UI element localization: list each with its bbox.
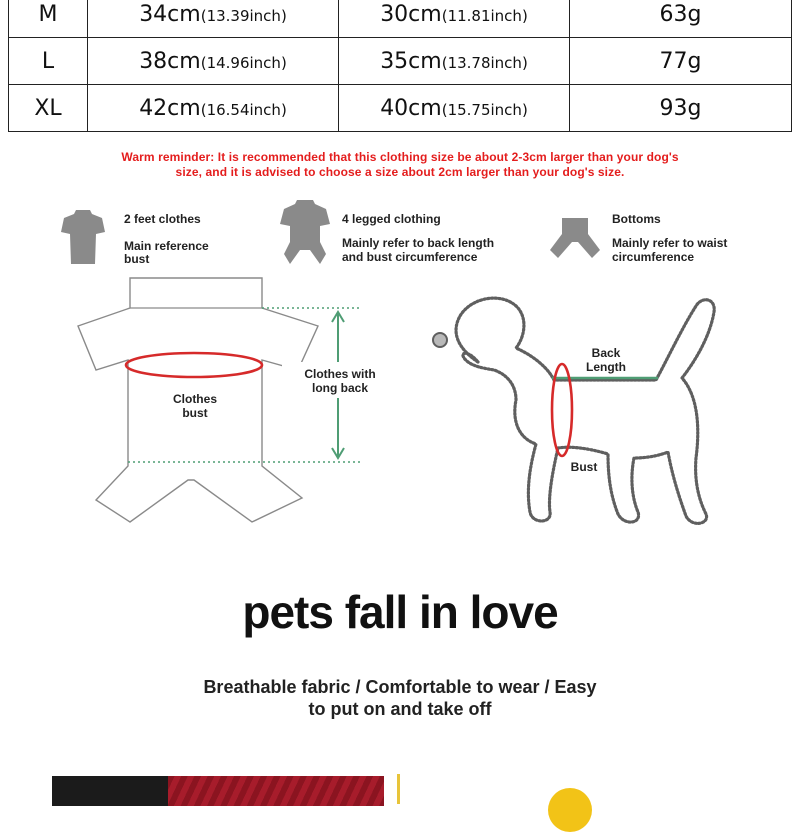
subhead-line: to put on and take off	[308, 699, 492, 719]
size-table	[8, 0, 792, 132]
type-desc: Mainly refer to back length	[342, 236, 495, 250]
dog-diagram	[420, 288, 730, 532]
subhead-line: Breathable fabric / Comfortable to wear / Easy	[203, 677, 597, 697]
fabric-photo	[52, 776, 384, 806]
type-desc: Mainly refer to waist	[612, 236, 728, 250]
reminder-line: Warm reminder: It is recommended that this clothing size be about 2-3cm larger than your dog's	[121, 150, 679, 164]
measure-cm: 34cm	[139, 1, 201, 27]
dog-outline	[456, 298, 714, 523]
label-line: Length	[586, 360, 626, 374]
table-row	[9, 85, 792, 132]
back-length-label	[578, 346, 634, 374]
measure-a-cell	[88, 0, 339, 38]
weight-value: 93g	[659, 95, 702, 121]
type-title: 2 feet clothes	[124, 212, 201, 226]
measure-cm: 38cm	[139, 48, 201, 74]
subhead	[120, 676, 680, 720]
table-row	[9, 38, 792, 85]
type-desc: circumference	[612, 250, 695, 264]
size-label: L	[41, 48, 55, 74]
table-row	[9, 0, 792, 38]
weight-value: 63g	[659, 1, 702, 27]
measure-b-cell	[339, 85, 570, 132]
gold-circle-icon	[548, 788, 592, 832]
measure-cm: 42cm	[139, 95, 201, 121]
type-desc: and bust circumference	[342, 250, 478, 264]
warm-reminder	[20, 150, 780, 180]
label-line: Back	[591, 346, 621, 360]
type-title: Bottoms	[612, 212, 661, 226]
long-back-label	[288, 367, 392, 395]
measure-inch: (13.39inch)	[200, 6, 287, 25]
size-cell	[9, 38, 88, 85]
measure-cm: 35cm	[380, 48, 442, 74]
headline: pets fall in love	[242, 586, 558, 638]
two-feet-shirt-icon	[58, 208, 108, 266]
measure-inch: (13.78inch)	[441, 53, 528, 72]
measure-a-cell	[88, 85, 339, 132]
weight-value: 77g	[659, 48, 702, 74]
label-line: bust	[182, 406, 208, 420]
type-desc: bust	[124, 252, 150, 266]
measure-b-cell	[339, 38, 570, 85]
weight-cell	[570, 38, 792, 85]
bottoms-icon	[548, 216, 602, 264]
measure-inch: (14.96inch)	[200, 53, 287, 72]
size-cell	[9, 0, 88, 38]
measure-inch: (11.81inch)	[441, 6, 528, 25]
measure-inch: (15.75inch)	[441, 100, 528, 119]
reminder-line: size, and it is advised to choose a size about 2cm larger than your dog's size.	[175, 165, 625, 179]
type-desc: Main reference	[124, 239, 209, 253]
measure-cm: 40cm	[380, 95, 442, 121]
measure-b-cell	[339, 0, 570, 38]
weight-cell	[570, 0, 792, 38]
size-label: XL	[34, 95, 62, 121]
weight-cell	[570, 85, 792, 132]
label-line: Clothes	[172, 392, 217, 406]
fabric-dark-swatch	[52, 776, 168, 806]
size-label: M	[38, 1, 58, 27]
measure-cm: 30cm	[380, 1, 442, 27]
fabric-red-swatch	[168, 776, 384, 806]
type-title: 4 legged clothing	[342, 212, 441, 226]
size-cell	[9, 85, 88, 132]
clothes-bust-label	[150, 392, 240, 420]
dog-nose-icon	[433, 333, 447, 347]
measure-a-cell	[88, 38, 339, 85]
label-line: Clothes with	[304, 367, 376, 381]
divider-line	[397, 774, 400, 804]
label-line: long back	[311, 381, 368, 395]
bust-label: Bust	[570, 460, 598, 474]
four-legged-suit-icon	[276, 198, 334, 268]
measure-inch: (16.54inch)	[200, 100, 287, 119]
